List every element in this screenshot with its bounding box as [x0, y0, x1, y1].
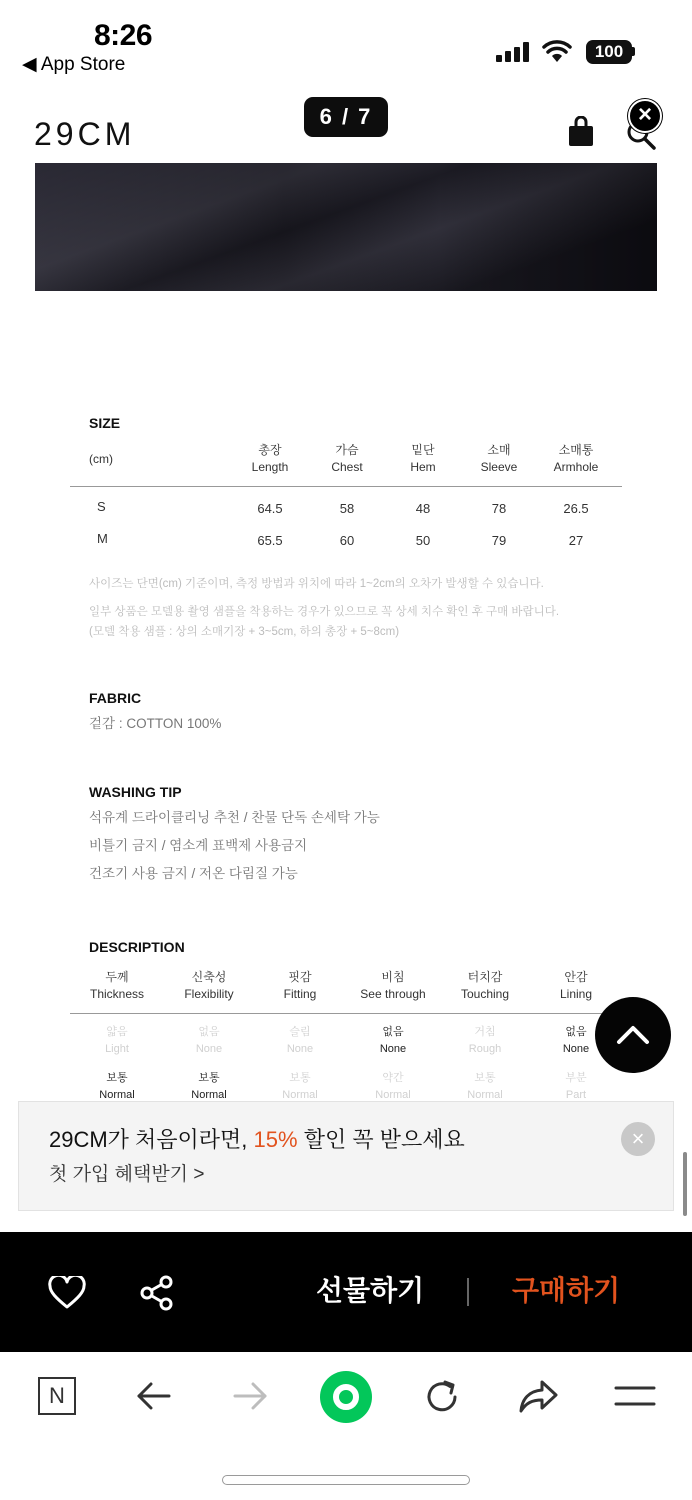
desc-col-header-en: Fitting [283, 987, 317, 1001]
scroll-to-top-button[interactable] [595, 997, 671, 1073]
desc-cell-en: Normal [99, 1089, 135, 1101]
size-row-label: S [97, 499, 106, 514]
desc-cell [531, 1070, 621, 1104]
desc-cell-ko: 없음 [565, 1026, 587, 1038]
chevron-up-icon [595, 997, 671, 1073]
status-time: 8:26 [94, 19, 153, 52]
size-col-header [230, 442, 310, 476]
promo-close-button[interactable]: × [621, 1122, 655, 1156]
desc-col-header-ko: 안감 [564, 970, 588, 984]
size-col-header-en: Hem [410, 460, 436, 474]
desc-cell-en: Part [565, 1089, 587, 1101]
purchase-bar [0, 1232, 692, 1352]
page-scrollbar[interactable] [683, 1152, 687, 1216]
size-table-divider [70, 486, 622, 487]
desc-col-header-ko: 두께 [105, 970, 129, 984]
size-cell: 64.5 [257, 501, 283, 516]
heart-icon[interactable] [48, 1276, 86, 1310]
desc-cell-ko: 거침 [474, 1026, 496, 1038]
desc-cell-ko: 부분 [565, 1072, 587, 1084]
washing-line: 건조기 사용 금지 / 저온 다림질 가능 [89, 866, 298, 881]
desc-col-header [72, 969, 162, 1003]
size-cell: 60 [339, 533, 355, 548]
naver-home-label: N [49, 1383, 65, 1408]
desc-cell-selected [72, 1070, 162, 1104]
desc-col-header-en: Lining [559, 987, 593, 1001]
desc-col-header [255, 969, 345, 1003]
size-col-header-en: Chest [331, 460, 363, 474]
product-image [35, 163, 657, 291]
share-arrow-icon[interactable] [518, 1378, 560, 1416]
back-arrow-icon[interactable] [135, 1380, 173, 1412]
size-cell: 78 [491, 501, 507, 516]
desc-cell [72, 1024, 162, 1058]
promo-title-text: 29CM가 처음이라면, [49, 1127, 254, 1152]
size-section-title: SIZE [89, 415, 121, 431]
desc-cell-en: Normal [467, 1089, 503, 1101]
desc-cell-ko: 보통 [474, 1072, 496, 1084]
wifi-icon [542, 40, 572, 64]
desc-col-header-ko: 터치감 [467, 970, 503, 984]
close-viewer-button[interactable]: × [628, 99, 662, 133]
size-cell: 79 [491, 533, 507, 548]
size-col-header-ko: 가슴 [335, 443, 359, 457]
size-unit-label: (cm) [89, 452, 113, 466]
battery-indicator: 100 [586, 40, 632, 64]
size-note: 사이즈는 단면(cm) 기준이며, 측정 방법과 위치에 따라 1~2cm의 오차가 발생할 수 있습니다. [89, 578, 544, 590]
desc-cell-en: None [195, 1043, 223, 1055]
size-col-header [459, 442, 539, 476]
size-col-header-en: Armhole [553, 460, 599, 474]
fabric-section-title: FABRIC [89, 690, 142, 706]
fabric-text: 겉감 : COTTON 100% [89, 716, 222, 731]
desc-cell-en: Normal [282, 1089, 318, 1101]
desc-col-header [164, 969, 254, 1003]
desc-cell [348, 1070, 438, 1104]
buy-button[interactable]: 구매하기 [512, 1275, 621, 1306]
description-section-title: DESCRIPTION [89, 939, 185, 955]
desc-col-header [348, 969, 438, 1003]
promo-discount: 15% [253, 1127, 298, 1152]
desc-cell-ko: 약간 [382, 1072, 404, 1084]
size-row-label: M [97, 531, 108, 546]
desc-cell [255, 1070, 345, 1104]
forward-arrow-icon[interactable] [231, 1380, 269, 1412]
desc-cell-en: None [379, 1043, 407, 1055]
desc-cell-en: Rough [468, 1043, 502, 1055]
promo-title [49, 1127, 465, 1153]
desc-cell-ko: 보통 [289, 1072, 311, 1084]
naver-green-dot-icon[interactable] [319, 1370, 373, 1424]
battery-tip [632, 47, 635, 56]
back-to-app-store-link[interactable]: ◀ App Store [22, 54, 126, 75]
shopping-bag-icon[interactable] [567, 116, 595, 148]
share-icon[interactable] [138, 1274, 176, 1312]
desc-cell-ko: 얇음 [106, 1026, 128, 1038]
desc-col-header-ko: 핏감 [288, 970, 312, 984]
desc-cell-en: None [286, 1043, 314, 1055]
desc-cell-selected [348, 1024, 438, 1058]
home-indicator[interactable] [222, 1475, 470, 1485]
size-col-header [307, 442, 387, 476]
gift-button[interactable]: 선물하기 [316, 1275, 425, 1306]
description-table-divider [70, 1013, 630, 1014]
desc-col-header-en: Thickness [89, 987, 145, 1001]
desc-cell [440, 1070, 530, 1104]
size-cell: 58 [339, 501, 355, 516]
desc-cell-ko: 없음 [382, 1026, 404, 1038]
naver-home-button[interactable] [38, 1377, 76, 1415]
size-col-header [536, 442, 616, 476]
size-col-header-ko: 소매 [487, 443, 511, 457]
size-cell: 50 [415, 533, 431, 548]
size-note: (모델 착용 샘플 : 상의 소매기장 + 3~5cm, 하의 총장 + 5~8cm) [89, 626, 400, 638]
desc-col-header-en: See through [360, 987, 426, 1001]
washing-line: 비틀기 금지 / 염소계 표백제 사용금지 [89, 838, 308, 853]
desc-cell-ko: 보통 [106, 1072, 128, 1084]
desc-cell-ko: 슬림 [289, 1026, 311, 1038]
desc-cell-selected [164, 1070, 254, 1104]
size-col-header [383, 442, 463, 476]
size-cell: 26.5 [563, 501, 589, 516]
desc-cell-en: Normal [375, 1089, 411, 1101]
desc-cell-ko: 없음 [198, 1026, 220, 1038]
promo-title-text: 할인 꼭 받으세요 [297, 1127, 465, 1152]
desc-cell-en: Normal [191, 1089, 227, 1101]
desc-cell [255, 1024, 345, 1058]
size-cell: 65.5 [257, 533, 283, 548]
purchase-bar-divider [467, 1278, 469, 1306]
desc-cell-en: Light [105, 1043, 129, 1055]
desc-cell-ko: 보통 [198, 1072, 220, 1084]
washing-section-title: WASHING TIP [89, 784, 182, 800]
size-cell: 27 [568, 533, 584, 548]
size-col-header-ko: 밑단 [411, 443, 435, 457]
promo-signup-link[interactable]: 첫 가입 혜택받기 > [49, 1164, 205, 1185]
desc-cell [164, 1024, 254, 1058]
desc-col-header [440, 969, 530, 1003]
menu-icon[interactable] [614, 1382, 656, 1412]
desc-col-header-ko: 신축성 [191, 970, 227, 984]
size-col-header-ko: 소매통 [558, 443, 594, 457]
desc-cell-en: None [562, 1043, 590, 1055]
desc-col-header-en: Flexibility [184, 987, 234, 1001]
brand-logo[interactable]: 29CM [34, 116, 136, 152]
size-cell: 48 [415, 501, 431, 516]
washing-line: 석유계 드라이클리닝 추천 / 찬물 단독 손세탁 가능 [89, 810, 380, 825]
size-col-header-en: Sleeve [480, 460, 518, 474]
desc-cell [440, 1024, 530, 1058]
desc-col-header-en: Touching [460, 987, 510, 1001]
desc-col-header-ko: 비침 [381, 970, 405, 984]
signup-promo-banner[interactable] [18, 1101, 674, 1211]
cellular-signal-icon [496, 42, 532, 62]
refresh-icon[interactable] [422, 1377, 462, 1417]
image-page-counter: 6 / 7 [304, 97, 388, 137]
size-note: 일부 상품은 모델용 촬영 샘플을 착용하는 경우가 있으므로 꼭 상세 치수 확인 후 구매 바랍니다. [89, 606, 560, 618]
size-col-header-en: Length [251, 460, 289, 474]
size-col-header-ko: 총장 [258, 443, 282, 457]
